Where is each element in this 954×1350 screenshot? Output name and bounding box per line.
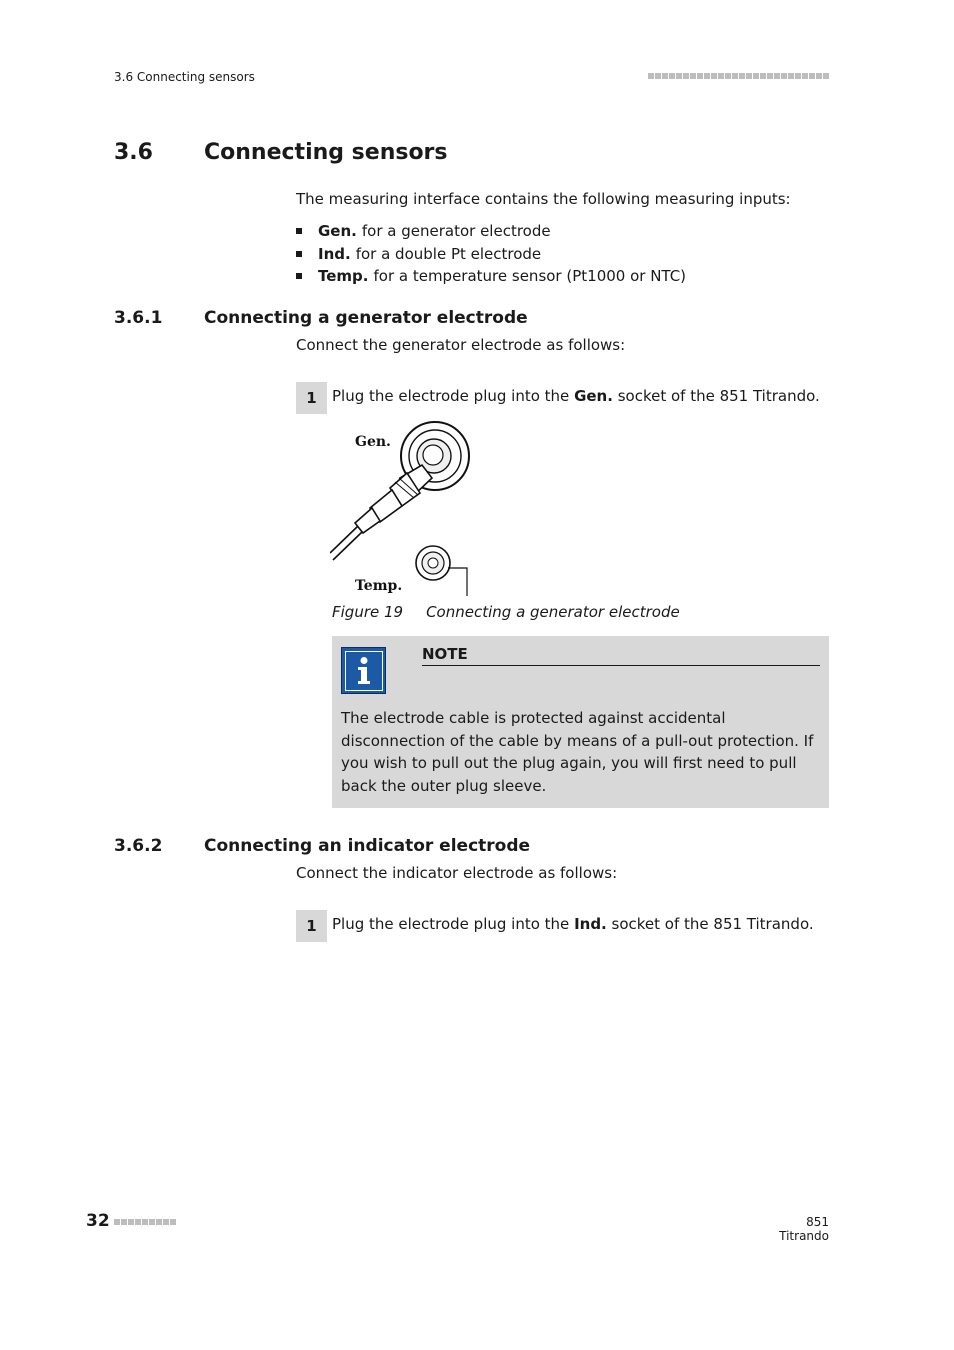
step-text-end: socket of the 851 Titrando. (606, 915, 814, 933)
temp-socket (416, 546, 467, 596)
section-title: Connecting sensors (204, 140, 448, 165)
subsection-title: Connecting an indicator electrode (204, 836, 531, 856)
step-socket-name: Ind. (574, 915, 607, 933)
list-item (296, 267, 686, 285)
subsection-intro: Connect the indicator electrode as follows: (296, 864, 618, 882)
step-text (332, 387, 820, 405)
note-text: The electrode cable is protected against accidental disconnection of the cable by means of a pull-out protection. If you wish to pull out the plug again, you will first need to pull back the outer plug sleeve. (341, 709, 814, 795)
figure-caption-text: Connecting a generator electrode (426, 603, 680, 621)
electrode-plug (355, 465, 432, 533)
page-number: 32 (86, 1211, 110, 1231)
footer-dot-bar (114, 1219, 176, 1225)
input-name: Temp. (318, 267, 369, 285)
figure-number: Figure 19 (332, 603, 404, 621)
subsection-number: 3.6.1 (114, 308, 163, 328)
section-number: 3.6 (114, 140, 153, 165)
bullet-icon (296, 251, 302, 257)
bullet-icon (296, 228, 302, 234)
step-text (332, 915, 814, 933)
step-number: 1 (296, 910, 327, 942)
list-item (296, 245, 541, 263)
input-desc: for a double Pt electrode (355, 245, 542, 263)
step-text-start: Plug the electrode plug into the (332, 915, 575, 933)
input-desc: for a generator electrode (361, 222, 551, 240)
input-name: Ind. (318, 245, 351, 263)
step-number: 1 (296, 382, 327, 414)
step-text-start: Plug the electrode plug into the (332, 387, 575, 405)
subsection-number: 3.6.2 (114, 836, 163, 856)
subsection-intro: Connect the generator electrode as follows: (296, 336, 626, 354)
electrode-cable (330, 526, 362, 560)
step-text-end: socket of the 851 Titrando. (612, 387, 820, 405)
product-name: 851 Titrando (779, 1215, 829, 1243)
section-intro: The measuring interface contains the following measuring inputs: (296, 190, 791, 208)
info-icon (341, 647, 386, 694)
gen-label: Gen. (355, 434, 391, 450)
input-name: Gen. (318, 222, 357, 240)
figure-caption (332, 603, 680, 621)
input-desc: for a temperature sensor (Pt1000 or NTC) (373, 267, 687, 285)
bullet-icon (296, 273, 302, 279)
list-item (296, 222, 551, 240)
header-dot-bar (648, 73, 829, 79)
note-title: NOTE (422, 645, 820, 666)
generator-electrode-figure (330, 418, 480, 603)
running-head: 3.6 Connecting sensors (114, 70, 255, 84)
step-socket-name: Gen. (574, 387, 613, 405)
temp-label: Temp. (355, 578, 403, 594)
subsection-title: Connecting a generator electrode (204, 308, 528, 328)
